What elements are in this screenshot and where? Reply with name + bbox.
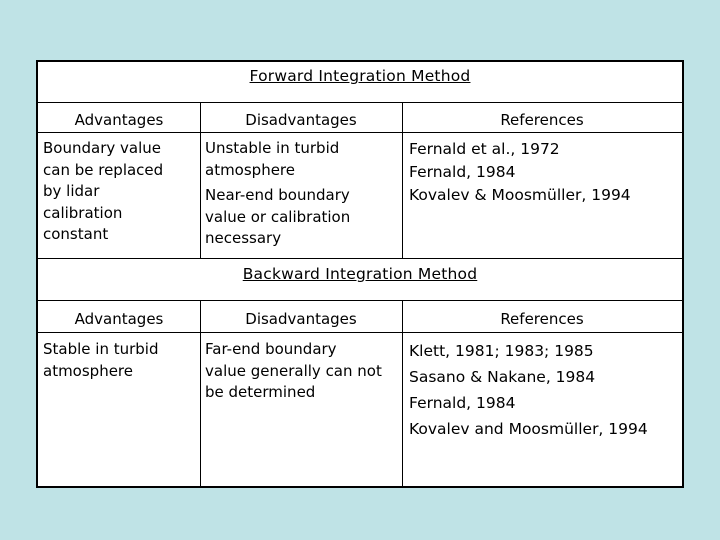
backward-header-advantages: Advantages bbox=[74, 310, 164, 328]
forward-disadvantages-line: value or calibration bbox=[205, 207, 351, 226]
backward-header-references: References bbox=[500, 310, 584, 328]
backward-disadvantages-line: Far-end boundary bbox=[205, 340, 337, 358]
backward-advantages-line: atmosphere bbox=[43, 361, 133, 380]
divider bbox=[38, 132, 200, 133]
forward-disadvantages-line: atmosphere bbox=[205, 160, 295, 179]
divider bbox=[402, 102, 403, 258]
forward-disadvantages-line: Near-end boundary bbox=[205, 186, 350, 204]
backward-references-cell bbox=[409, 338, 648, 442]
divider bbox=[200, 102, 201, 258]
forward-advantages-line: can be replaced bbox=[43, 160, 164, 179]
backward-advantages-cell bbox=[43, 339, 159, 382]
divider bbox=[200, 332, 402, 333]
methods-table bbox=[36, 60, 684, 488]
divider bbox=[402, 300, 403, 486]
divider bbox=[200, 300, 201, 486]
forward-reference: Fernald, 1984 bbox=[409, 163, 516, 181]
backward-disadvantages-line: be determined bbox=[205, 383, 316, 401]
forward-reference: Kovalev & Moosmüller, 1994 bbox=[409, 186, 631, 204]
forward-header-references: References bbox=[500, 111, 584, 129]
divider bbox=[38, 258, 682, 259]
backward-reference: Kovalev and Moosmüller, 1994 bbox=[409, 420, 648, 438]
forward-advantages-line: Boundary value bbox=[43, 139, 161, 157]
backward-header-disadvantages: Disadvantages bbox=[245, 310, 357, 328]
backward-disadvantages-line: value generally can not bbox=[205, 361, 382, 380]
forward-references-cell bbox=[409, 138, 631, 206]
divider bbox=[38, 332, 200, 333]
forward-advantages-cell bbox=[43, 138, 163, 246]
divider bbox=[402, 132, 682, 133]
backward-reference: Sasano & Nakane, 1984 bbox=[409, 368, 596, 386]
forward-advantages-line: calibration bbox=[43, 203, 123, 222]
backward-reference: Fernald, 1984 bbox=[409, 394, 516, 412]
forward-advantages-line: constant bbox=[43, 225, 109, 243]
backward-title: Backward Integration Method bbox=[242, 265, 478, 283]
forward-reference: Fernald et al., 1972 bbox=[409, 140, 560, 158]
divider bbox=[200, 132, 402, 133]
forward-title: Forward Integration Method bbox=[249, 67, 471, 85]
backward-disadvantages-cell bbox=[205, 339, 382, 404]
backward-advantages-line: Stable in turbid bbox=[43, 340, 159, 358]
forward-disadvantages-line: Unstable in turbid bbox=[205, 139, 340, 157]
forward-disadvantages-cell bbox=[205, 138, 350, 250]
divider bbox=[38, 300, 682, 301]
forward-header-disadvantages: Disadvantages bbox=[245, 111, 357, 129]
forward-header-advantages: Advantages bbox=[74, 111, 164, 129]
forward-advantages-line: by lidar bbox=[43, 182, 100, 200]
forward-disadvantages-line: necessary bbox=[205, 229, 282, 247]
divider bbox=[38, 102, 682, 103]
divider bbox=[402, 332, 682, 333]
backward-reference: Klett, 1981; 1983; 1985 bbox=[409, 342, 594, 360]
